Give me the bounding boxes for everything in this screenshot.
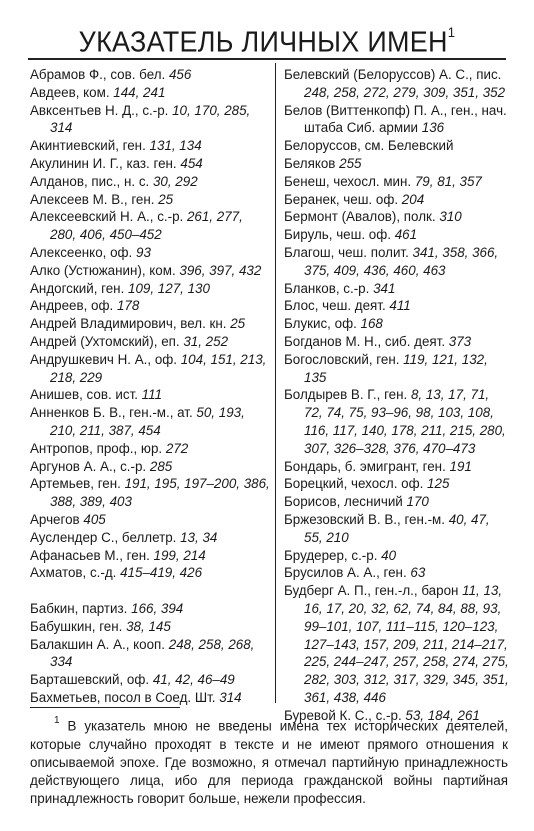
index-entry [284,208,510,226]
entry-name: Анишев, сов. ист. [30,387,142,403]
entry-name: Богословский, ген. [284,351,404,367]
entry-pages: 53, 184, 261 [405,707,480,723]
entry-name: Бабушкин, ген. [30,618,127,634]
entry-name: Беляков [284,155,340,171]
entry-pages: 204 [401,191,425,207]
entry-name: Брусилов А. А., ген. [284,565,411,581]
entry-pages: 93 [136,244,151,260]
entry-name: Бабкин, партиз. [30,600,132,616]
entry-name: Буревой К. С., с.-р. [284,707,406,723]
entry-pages: 373 [448,333,472,349]
entry-pages: 411 [389,298,411,314]
entry-name: Алексеев М. В., ген. [30,191,159,207]
index-entry [30,600,270,618]
index-column-left [30,66,270,707]
entry-name: Андрей (Ухтомский), еп. [30,333,184,349]
index-entry [30,636,270,672]
index-entry [30,458,270,476]
entry-pages: 341 [373,280,396,296]
index-entry [284,280,510,298]
index-entry [284,351,510,387]
entry-pages: 191, 195, 197–200, 386, 388, 389, 403 [50,476,270,510]
entry-pages: 104, 151, 213, 218, 229 [50,351,267,385]
entry-pages: 25 [158,191,174,207]
entry-pages: 314 [219,689,242,705]
index-entry [30,173,270,191]
entry-pages: 131, 134 [149,138,202,154]
entry-name: Артемьев, ген. [30,476,125,492]
index-entry [284,102,510,138]
entry-pages: 285 [149,458,173,474]
entry-pages: 255 [339,155,362,171]
entry-pages: 405 [83,511,106,527]
index-entry [30,689,270,707]
entry-name: Алексеевский Н. А., с.-р. [30,209,187,225]
index-entry [30,404,270,440]
index-entry [284,226,510,244]
footnote-mark: 1 [54,715,60,726]
entry-name: Белевский (Белоруссов) А. С., пис. [284,67,502,82]
entry-pages: 50, 193, 210, 211, 387, 454 [50,405,245,438]
entry-pages: 8, 13, 17, 71, 72, 74, 75, 93–96, 98, 103, 108, 116, 117, 140, 178, 211, 215, 280, 307, 326–328, 376, 470–473 [304,387,506,456]
entry-pages: 178 [116,298,140,314]
index-entry [30,671,270,689]
index-entry [30,66,270,84]
index-entry [30,244,270,262]
entry-name: Бахметьев, посол в Соед. Шт. [30,689,220,705]
index-entry [284,66,510,102]
index-entry [284,191,510,209]
index-entry [284,386,510,457]
index-entry [30,564,270,582]
index-entry [284,493,510,511]
entry-name: Андрей Владимирович, вел. кн. [30,316,231,332]
index-entry [30,386,270,404]
entry-pages: 166, 394 [131,600,184,616]
footnote-text: В указатель мною не введены имена тех исторических деятелей, которые случайно проходят в тексте и не имеют прямого отношения к описываемой эпохе. Где возможно, я отмечал партийную принадлежность действующего лица, ибо для периода гражданской войны партийная принадлежность говорит больше, нежели профессия. [30,718,508,807]
index-entry [30,155,270,173]
entry-pages: 40, 47, 55, 210 [304,511,490,545]
index-entry [30,102,270,138]
entry-name: Бенеш, чехосл. мин. [284,173,415,189]
entry-pages: 248, 258, 272, 279, 309, 351, 352 [304,84,506,100]
index-entry [284,333,510,351]
entry-pages: 144, 241 [113,84,166,100]
entry-pages: 119, 121, 132, 135 [304,351,488,385]
index-column-right [284,66,510,724]
entry-name: Алко (Устюжанин), ком. [30,262,180,278]
entry-name: Акулинин И. Г., каз. ген. [30,155,181,171]
entry-name: Бируль, чеш. оф. [284,227,395,243]
entry-pages: 136 [421,120,445,136]
entry-pages: 248, 258, 268, 334 [50,636,255,670]
index-entry [30,315,270,333]
footnote [30,714,508,808]
entry-name: Бржезовский В. В., ген.-м. [284,511,449,527]
index-entry [30,208,270,244]
entry-pages: 310 [439,209,462,225]
entry-name: Бермонт (Авалов), полк. [284,209,440,225]
index-entry [284,244,510,280]
index-entry [30,475,270,511]
index-entry [284,511,510,547]
entry-name: Будберг А. П., ген.-л., барон [284,583,463,599]
index-entry [30,297,270,315]
entry-name: Белоруссов, см. Белевский [284,138,454,154]
entry-pages: 31, 252 [183,333,229,349]
entry-pages: 11, 13, 16, 17, 20, 32, 62, 74, 84, 88, 93, 99–101, 107, 111–115, 120–123, 127–143, 157, 209, 211, 214–217, 225, 244–247, 257, 258, 274, 275, 282, 303, 312, 317, 329, 345, 351, 361, 438, 446 [304,583,509,705]
index-entry [30,351,270,387]
index-entry [284,475,510,493]
entry-pages: 396, 397, 432 [179,262,262,278]
entry-pages: 125 [427,476,450,492]
entry-name: Авксентьев Н. Д., с.-р. [30,102,173,118]
entry-name: Брудерер, с.-р. [284,547,382,563]
entry-pages: 40 [381,547,397,563]
entry-name: Анненков Б. В., ген.-м., ат. [30,405,197,421]
entry-pages: 461 [394,227,418,243]
entry-name: Бланков, с.-р. [284,280,374,296]
entry-pages: 63 [410,565,426,581]
entry-pages: 111 [141,387,163,403]
entry-name: Беранек, чеш. оф. [284,191,402,207]
index-entry [284,297,510,315]
entry-pages: 261, 277, 280, 406, 450–452 [50,209,243,243]
index-entry [284,315,510,333]
index-entry [284,173,510,191]
index-entry [30,191,270,209]
entry-name: Ахматов, с.-д. [30,565,121,581]
entry-name: Аргунов А. А., с.-р. [30,458,150,474]
entry-name: Авдеев, ком. [30,84,114,100]
entry-name: Борисов, лесничий [284,494,407,510]
entry-name: Борецкий, чехосл. оф. [284,476,428,492]
index-entry [30,440,270,458]
entry-pages: 25 [230,316,246,332]
entry-name: Бондарь, б. эмигрант, ген. [284,458,450,474]
entry-name: Абрамов Ф., сов. бел. [30,67,169,82]
entry-pages: 456 [168,67,192,82]
entry-name: Андогский, ген. [30,280,129,296]
entry-pages: 38, 145 [126,618,171,634]
page-title: УКАЗАТЕЛЬ ЛИЧНЫХ ИМЕН$^1$ [78,24,456,59]
entry-name: Андреев, оф. [30,298,117,314]
index-entry [284,564,510,582]
index-entry [30,262,270,280]
title-rule [28,58,506,60]
index-entry [284,582,510,707]
entry-name: Ауслендер С., беллетр. [30,529,181,545]
entry-name: Белов (Виттенкопф) П. А., ген., нач. штаба Сиб. армии [284,102,507,136]
entry-pages: 79, 81, 357 [414,173,482,189]
entry-pages: 415–419, 426 [120,565,203,581]
index-entry [30,618,270,636]
entry-name: Блос, чеш. деят. [284,298,390,314]
entry-pages: 454 [180,155,203,171]
index-entry [30,137,270,155]
entry-pages: 30, 292 [152,173,198,189]
index-entry [30,547,270,565]
entry-pages: 272 [165,440,189,456]
entry-pages: 199, 214 [153,547,206,563]
entry-name: Болдырев В. Г., ген. [284,387,411,403]
entry-pages: 168 [360,316,383,332]
entry-name: Алексеенко, оф. [30,244,136,260]
index-entry [30,280,270,298]
entry-pages: 41, 42, 46–49 [152,672,235,688]
title-footnote-mark: 1 [447,24,456,40]
entry-pages: 109, 127, 130 [128,280,210,296]
column-divider [275,63,276,703]
entry-pages: 10, 170, 285, 314 [50,102,251,136]
entry-pages: 170 [406,494,429,510]
index-entry [284,137,510,155]
entry-pages: 13, 34 [180,529,218,545]
index-entry [30,511,270,529]
letter-group-gap [30,582,270,600]
index-entry [30,333,270,351]
footnote-rule [30,707,180,708]
entry-name: Балакшин А. А., кооп. [30,636,169,652]
entry-name: Богданов М. Н., сиб. деят. [284,333,449,349]
entry-name: Арчегов [30,511,84,527]
index-entry [30,529,270,547]
entry-pages: 341, 358, 366, 375, 409, 436, 460, 463 [304,244,499,278]
index-entry [30,84,270,102]
entry-name: Акинтиевский, ген. [30,138,150,154]
entry-name: Антропов, проф., юр. [30,440,166,456]
index-entry [284,458,510,476]
entry-pages: 191 [449,458,472,474]
entry-name: Барташевский, оф. [30,672,153,688]
entry-name: Алданов, пис., н. с. [30,173,153,189]
entry-name: Андрушкевич Н. А., оф. [30,351,181,367]
entry-name: Благош, чеш. полит. [284,244,413,260]
index-entry [284,155,510,173]
entry-name: Афанасьев М., ген. [30,547,154,563]
entry-name: Блукис, оф. [284,316,361,332]
index-entry [284,547,510,565]
